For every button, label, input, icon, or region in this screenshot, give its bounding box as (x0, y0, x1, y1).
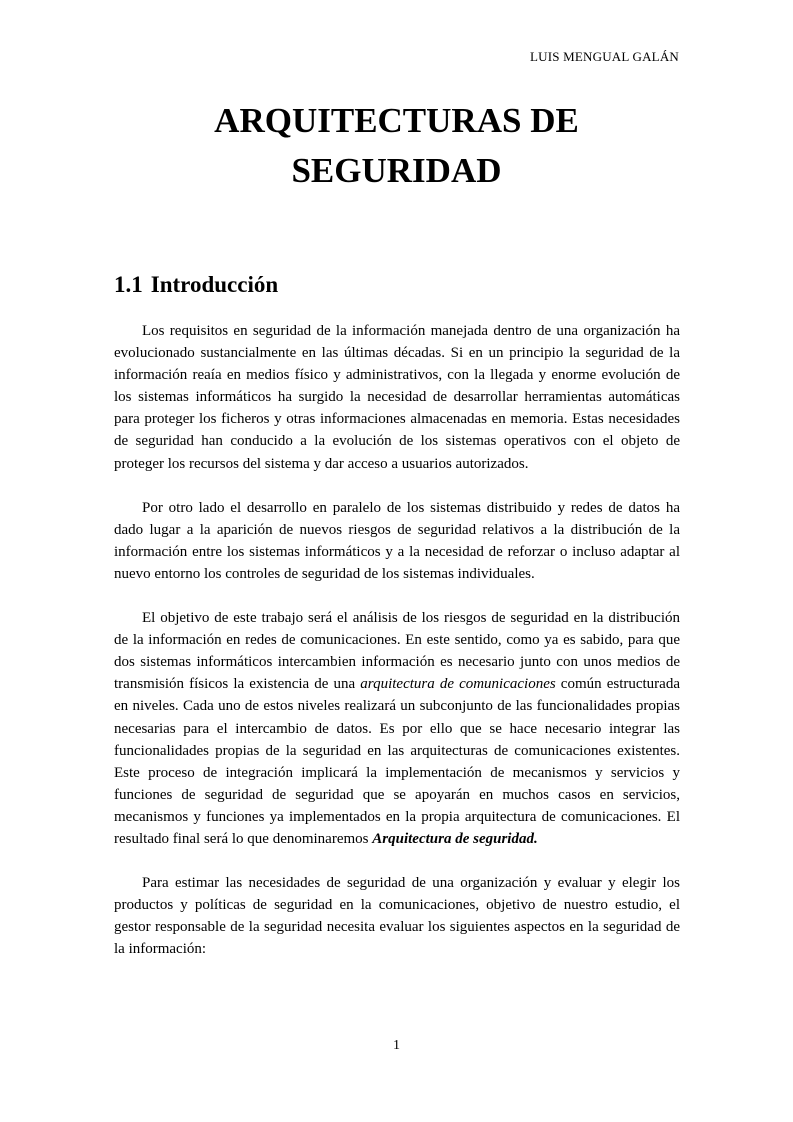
title-line-2: SEGURIDAD (291, 151, 502, 190)
title-line-1: ARQUITECTURAS DE (214, 101, 579, 140)
page-number: 1 (393, 1038, 400, 1053)
paragraph-2: Por otro lado el desarrollo en paralelo de los sistemas distribuido y redes de datos ha dado lugar a la aparición de nuevos riesgos de seguridad relativos a la distribución de la información entre los sistemas informáticos y a la necesidad de reforzar o incluso adaptar al nuevo entorno los controles de seguridad de los sistemas individuales. (114, 499, 680, 582)
section-heading (114, 272, 278, 298)
running-header-author: LUIS MENGUAL GALÁN (530, 49, 679, 64)
paragraph-3-part-b: común estructurada en niveles. Cada uno de estos niveles realizará un subconjunto de las funcionalidades propias necesarias para el intercambio de datos. Es por ello que se hace necesario integrar las funcionalidades propias de la seguridad en las arquitecturas de comunicaciones existentes. Este proceso de integración implicará la implementación de mecanismos y servicios y funciones de seguridad de seguridad que se apoyarán en muchos casos en servicios, mecanismos y funciones ya implementados en la propia arquitectura de comunicaciones. El resultado final será lo que denominaremos (114, 676, 680, 847)
section-title: Introducción (150, 272, 279, 297)
paragraph-1: Los requisitos en seguridad de la información manejada dentro de una organización ha evolucionado sustancialmente en las últimas décadas. Si en un principio la seguridad de la información reaía en medios físico y administrativos, con la llegada y enorme evolución de los sistemas informáticos ha surgido la necesidad de desarrollar herramientas automáticas para proteger los ficheros y otras informaciones almacenadas en memoria. Estas necesidades de seguridad han conducido a la evolución de los sistemas operativos con el objeto de proteger los recursos del sistema y dar acceso a usuarios autorizados. (114, 323, 680, 472)
paragraph-3-part-a: El objetivo de este trabajo será el análisis de los riesgos de seguridad en la distribución de la información en redes de comunicaciones. En este sentido, como ya es sabido, para que dos sistemas informáticos intercambien información es necesario junto con unos medios de transmisión físicos la existencia de una (114, 610, 680, 693)
document-title (0, 96, 793, 196)
paragraph-3 (114, 607, 680, 850)
paragraph-3-strong-term: Arquitectura de seguridad. (372, 830, 538, 847)
paragraph-4: Para estimar las necesidades de seguridad de una organización y evaluar y elegir los productos y políticas de seguridad en la comunicaciones, objetivo de nuestro estudio, el gestor responsable de la seguridad necesita evaluar los siguientes aspectos en la seguridad de la información: (114, 875, 680, 958)
body-text (114, 320, 680, 982)
paragraph-3-emphasis: arquitectura de comunicaciones (360, 676, 556, 693)
section-number: 1.1 (114, 272, 143, 297)
